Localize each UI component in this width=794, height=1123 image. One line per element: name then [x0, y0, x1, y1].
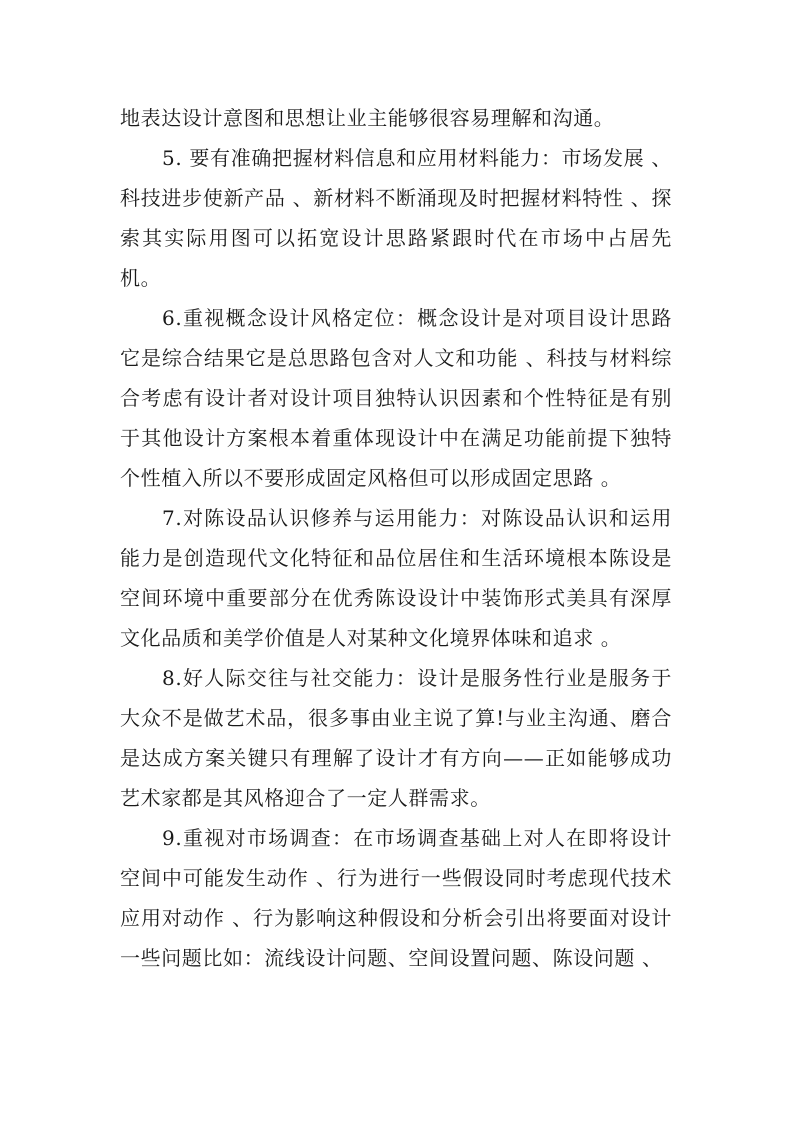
paragraph-continuation: 地表达设计意图和思想让业主能够很容易理解和沟通。: [120, 106, 615, 130]
paragraph-6-concept-design: 6.重视概念设计风格定位：概念设计是对项目设计思路它是综合结果它是总思路包含对人文和功能 、科技与材料综合考虑有设计者对设计项目独特认识因素和个性特征是有别于其他设计方案根本着重体现设计中在满足功能前提下独特个性植入所以不要形成固定风格但可以形成固定思路 。: [120, 306, 672, 490]
document-body: [120, 98, 672, 978]
paragraph-9-market-research: 9.重视对市场调查：在市场调查基础上对人在即将设计空间中可能发生动作 、行为进行一些假设同时考虑现代技术应用对动作 、行为影响这种假设和分析会引出将要面对设计一些问题比如：流线设计问题、空间设置问题、陈设问题 、: [120, 826, 672, 970]
paragraph-5-material-ability: 5. 要有准确把握材料信息和应用材料能力：市场发展 、科技进步使新产品 、新材料不断涌现及时把握材料特性 、探索其实际用图可以拓宽设计思路紧跟时代在市场中占居先机。: [120, 146, 672, 290]
paragraph-7-furnishings: 7.对陈设品认识修养与运用能力：对陈设品认识和运用能力是创造现代文化特征和品位居住和生活环境根本陈设是空间环境中重要部分在优秀陈设设计中装饰形式美具有深厚文化品质和美学价值是人对某种文化境界体味和追求 。: [120, 506, 672, 650]
paragraph-8-social-skills: 8.好人际交往与社交能力：设计是服务性行业是服务于大众不是做艺术品，很多事由业主说了算!与业主沟通、磨合是达成方案关键只有理解了设计才有方向——正如能够成功艺术家都是其风格迎合了一定人群需求。: [120, 666, 672, 810]
